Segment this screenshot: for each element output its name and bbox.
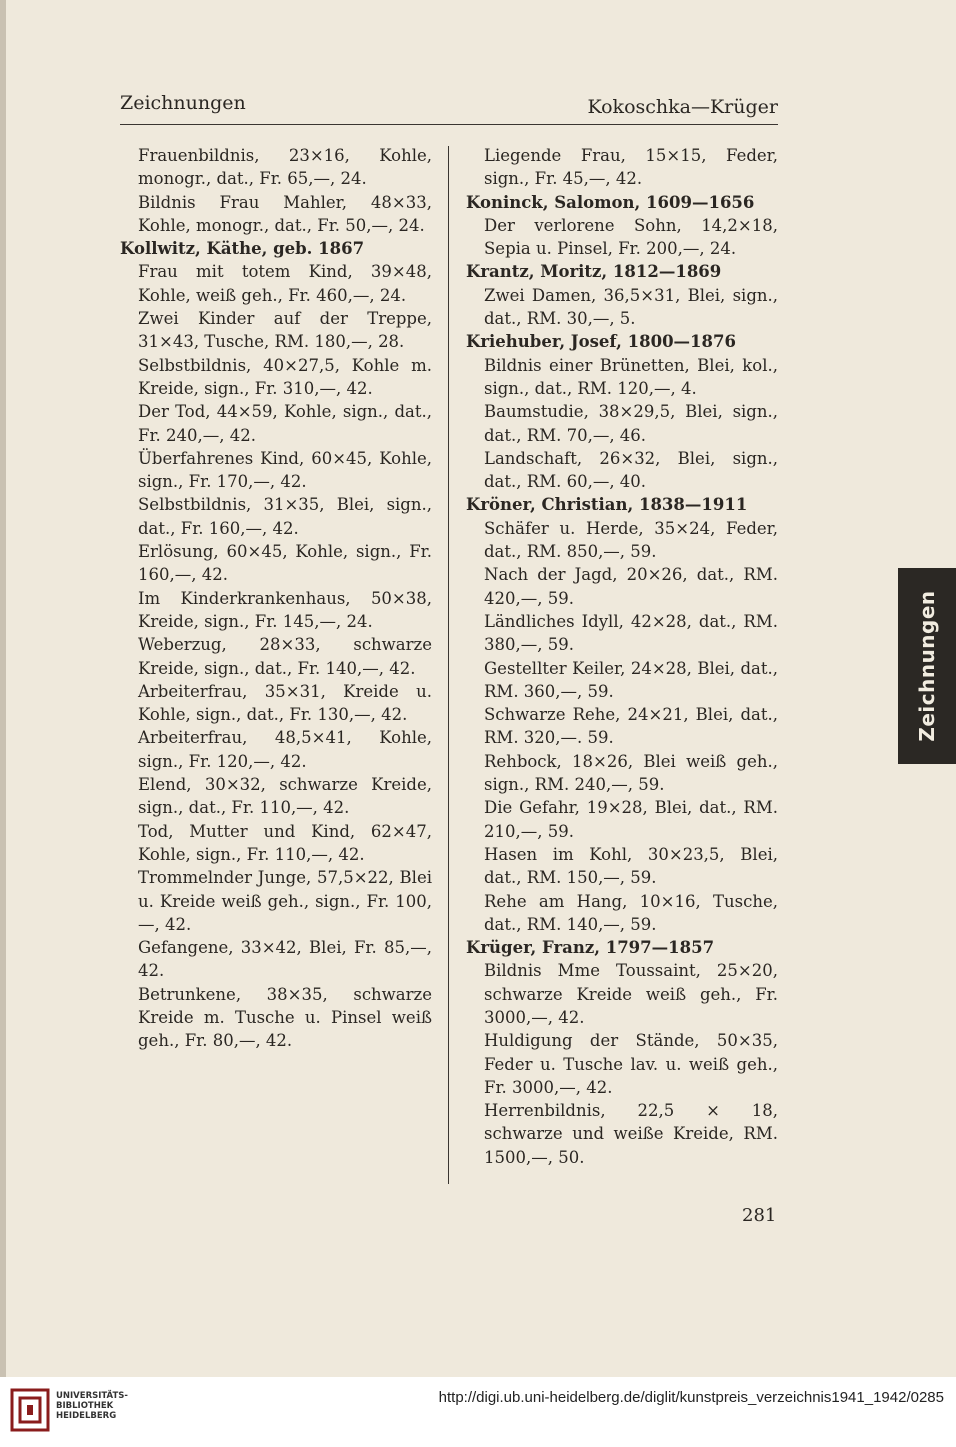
catalog-entry: Huldigung der Stände, 50×35, Feder u. Tusche lav. u. weiß geh., Fr. 3000,—, 42. [484,1031,778,1097]
library-logo-icon [10,1388,50,1432]
catalog-entry: Frau mit totem Kind, 39×48, Kohle, weiß geh., Fr. 460,—, 24. [138,262,432,305]
catalog-entry: Erlösung, 60×45, Kohle, sign., Fr. 160,—, 42. [138,542,432,585]
running-header-left: Zeichnungen [120,92,246,114]
artist-heading: Krantz, Moritz, 1812—1869 [466,262,722,282]
library-name-line1: UNIVERSITÄTS- [56,1391,128,1401]
catalog-entry: Rehbock, 18×26, Blei weiß geh., sign., RM. 240,—, 59. [484,751,778,795]
library-name-line2: BIBLIOTHEK [56,1401,114,1411]
catalog-entry: Bildnis Frau Mahler, 48×33, Kohle, monogr., dat., Fr. 50,—, 24. [138,192,432,235]
page-number: 281 [742,1205,777,1226]
artist-heading: Krüger, Franz, 1797—1857 [466,938,715,958]
catalog-entry: Herrenbildnis, 22,5 × 18, schwarze und weiße Kreide, RM. 1500,—, 50. [484,1101,778,1167]
catalog-entry: Hasen im Kohl, 30×23,5, Blei, dat., RM. 150,—, 59. [484,844,778,888]
catalog-entry: Die Gefahr, 19×28, Blei, dat., RM. 210,—, 59. [484,798,778,841]
catalog-entry: Schwarze Rehe, 24×21, Blei, dat., RM. 320,—. 59. [484,705,778,748]
catalog-entry: Der Tod, 44×59, Kohle, sign., dat., Fr. 240,—, 42. [138,402,432,445]
header-rule [120,124,778,125]
catalog-entry: Rehe am Hang, 10×16, Tusche, dat., RM. 140,—, 59. [484,891,778,934]
section-tab [898,568,956,764]
catalog-entry: Tod, Mutter und Kind, 62×47, Kohle, sign., Fr. 110,—, 42. [138,821,432,864]
catalog-entry: Der verlorene Sohn, 14,2×18, Sepia u. Pinsel, Fr. 200,—, 24. [484,215,778,259]
catalog-entry: Landschaft, 26×32, Blei, sign., dat., RM. 60,—, 40. [484,448,778,492]
catalog-entry: Bildnis Mme Toussaint, 25×20, schwarze Kreide weiß geh., Fr. 3000,—, 42. [484,961,778,1027]
catalog-entry: Betrunkene, 38×35, schwarze Kreide m. Tusche u. Pinsel weiß geh., Fr. 80,—, 42. [138,984,432,1051]
page-edge [0,0,6,1377]
catalog-entry: Gefangene, 33×42, Blei, Fr. 85,—, 42. [138,938,432,981]
column-divider [448,146,449,1184]
catalog-entry: Schäfer u. Herde, 35×24, Feder, dat., RM. 850,—, 59. [484,518,778,562]
catalog-entry: Zwei Kinder auf der Treppe, 31×43, Tusche, RM. 180,—, 28. [138,309,432,352]
catalog-entry: Bildnis einer Brünetten, Blei, kol., sign., dat., RM. 120,—, 4. [484,355,778,398]
library-name [56,1391,128,1421]
catalog-entry: Elend, 30×32, schwarze Kreide, sign., dat., Fr. 110,—, 42. [138,775,432,818]
artist-heading: Koninck, Salomon, 1609—1656 [466,192,755,212]
catalog-entry: Frauenbildnis, 23×16, Kohle, monogr., dat., Fr. 65,—, 24. [138,146,432,189]
catalog-entry: Weberzug, 28×33, schwarze Kreide, sign., dat., Fr. 140,—, 42. [138,635,432,678]
footer-bar [0,1377,956,1447]
library-name-line3: HEIDELBERG [56,1411,117,1421]
artist-heading: Kriehuber, Josef, 1800—1876 [466,332,736,352]
catalog-entry: Selbstbildnis, 40×27,5, Kohle m. Kreide, sign., Fr. 310,—, 42. [138,355,432,398]
catalog-entry: Nach der Jagd, 20×26, dat., RM. 420,—, 59. [484,565,778,608]
catalog-entry: Im Kinderkrankenhaus, 50×38, Kreide, sign., Fr. 145,—, 24. [138,588,432,631]
section-tab-label: Zeichnungen [915,590,939,742]
left-column [120,144,432,1053]
catalog-entry: Arbeiterfrau, 48,5×41, Kohle, sign., Fr. 120,—, 42. [138,728,432,771]
source-url[interactable]: http://digi.ub.uni-heidelberg.de/diglit/kunstpreis_verzeichnis1941_1942/0285 [438,1389,944,1406]
artist-heading: Kröner, Christian, 1838—1911 [466,495,748,515]
right-column [466,144,778,1169]
artist-heading: Kollwitz, Käthe, geb. 1867 [120,239,365,259]
running-header-right: Kokoschka—Krüger [587,96,778,118]
catalog-entry: Zwei Damen, 36,5×31, Blei, sign., dat., RM. 30,—, 5. [484,285,778,329]
catalog-entry: Arbeiterfrau, 35×31, Kreide u. Kohle, sign., dat., Fr. 130,—, 42. [138,681,432,725]
catalog-entry: Liegende Frau, 15×15, Feder, sign., Fr. 45,—, 42. [484,146,778,189]
catalog-entry: Selbstbildnis, 31×35, Blei, sign., dat., Fr. 160,—, 42. [138,495,432,538]
catalog-entry: Überfahrenes Kind, 60×45, Kohle, sign., Fr. 170,—, 42. [138,448,432,492]
catalog-entry: Ländliches Idyll, 42×28, dat., RM. 380,—, 59. [484,611,778,655]
catalog-entry: Baumstudie, 38×29,5, Blei, sign., dat., RM. 70,—, 46. [484,402,778,445]
catalog-entry: Gestellter Keiler, 24×28, Blei, dat., RM. 360,—, 59. [484,658,778,701]
catalog-entry: Trommelnder Junge, 57,5×22, Blei u. Kreide weiß geh., sign., Fr. 100,—, 42. [138,868,432,934]
